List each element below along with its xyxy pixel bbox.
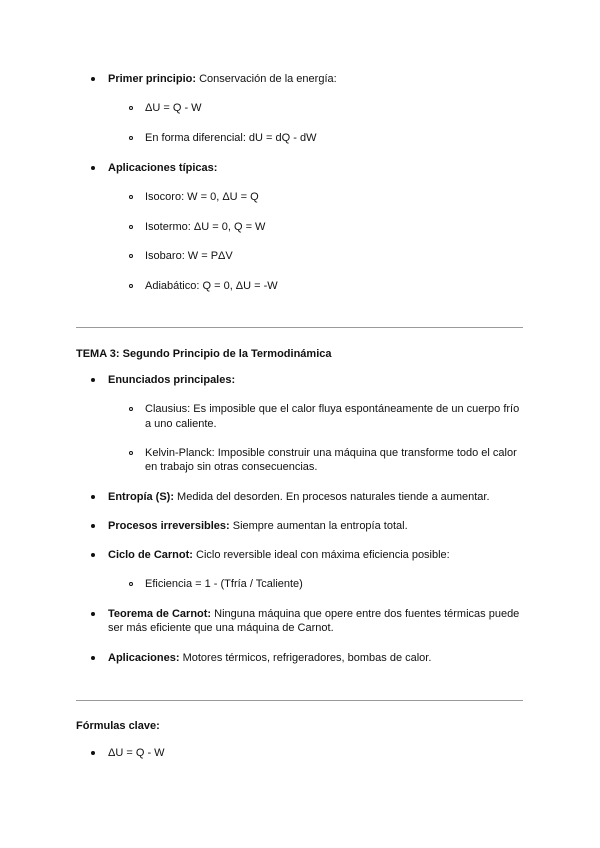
clausius-line-1: Clausius: Es imposible que el calor fluya espontáneamente de un cuerpo frío — [145, 403, 520, 415]
formula-item: ΔU = Q - W — [108, 747, 165, 759]
sub-bullet — [129, 136, 133, 140]
primer-principio-text: Conservación de la energía: — [196, 73, 337, 85]
sub-bullet — [129, 254, 133, 258]
formulas-title-text: Fórmulas clave: — [76, 720, 160, 732]
entropia-label: Entropía (S): — [108, 491, 174, 503]
entropia-text: Medida del desorden. En procesos naturales tiende a aumentar. — [174, 491, 490, 503]
bullet — [91, 553, 95, 557]
carnot-item — [108, 548, 450, 562]
section-title — [76, 347, 331, 361]
primer-sub-item: ΔU = Q - W — [145, 102, 202, 114]
sub-bullet — [129, 106, 133, 110]
aplic-sub-item: Isocoro: W = 0, ΔU = Q — [145, 191, 259, 203]
aplicaciones-item — [108, 651, 431, 665]
bullet — [91, 656, 95, 660]
bullet — [91, 495, 95, 499]
teorema-text: Ninguna máquina que opere entre dos fuentes térmicas puede — [211, 608, 520, 620]
carnot-label: Ciclo de Carnot: — [108, 549, 193, 561]
aplicaciones-text: Motores térmicos, refrigeradores, bombas de calor. — [179, 652, 432, 664]
teorema-item — [108, 607, 519, 621]
sub-bullet — [129, 195, 133, 199]
primer-principio-label: Primer principio: — [108, 73, 197, 85]
sub-bullet — [129, 582, 133, 586]
tema3-title: TEMA 3: Segundo Principio de la Termodinámica — [76, 348, 332, 360]
sub-bullet — [129, 225, 133, 229]
primer-sub-item: En forma diferencial: dU = dQ - dW — [145, 132, 317, 144]
kelvin-line-2: en trabajo sin otras consecuencias. — [145, 461, 318, 473]
teorema-line-2: ser más eficiente que una máquina de Carnot. — [108, 622, 334, 634]
aplic-sub-item: Isobaro: W = PΔV — [145, 250, 233, 262]
bullet — [91, 751, 95, 755]
bullet — [91, 378, 95, 382]
teorema-label: Teorema de Carnot: — [108, 608, 212, 620]
kelvin-line-1: Kelvin-Planck: Imposible construir una máquina que transforme todo el calor — [145, 447, 517, 459]
primer-principio-item — [108, 72, 337, 86]
bullet — [91, 166, 95, 170]
sub-bullet — [129, 284, 133, 288]
sub-bullet — [129, 451, 133, 455]
procesos-item — [108, 519, 408, 533]
carnot-text: Ciclo reversible ideal con máxima eficiencia posible: — [192, 549, 450, 561]
eficiencia-item: Eficiencia = 1 - (Tfría / Tcaliente) — [145, 578, 303, 590]
aplic-sub-item: Isotermo: ΔU = 0, Q = W — [145, 221, 266, 233]
formulas-title — [76, 719, 160, 733]
horizontal-divider — [76, 327, 523, 328]
aplicaciones-tipicas-label: Aplicaciones típicas: — [108, 162, 218, 174]
bullet — [91, 524, 95, 528]
horizontal-divider — [76, 700, 523, 701]
clausius-line-2: a uno caliente. — [145, 418, 217, 430]
bullet — [91, 77, 95, 81]
aplic-sub-item: Adiabático: Q = 0, ΔU = -W — [145, 280, 278, 292]
sub-bullet — [129, 407, 133, 411]
procesos-label: Procesos irreversibles: — [108, 520, 230, 532]
aplicaciones-tipicas-item — [108, 161, 217, 175]
entropia-item — [108, 490, 490, 504]
procesos-text: Siempre aumentan la entropía total. — [229, 520, 408, 532]
bullet — [91, 612, 95, 616]
enunciados-label: Enunciados principales: — [108, 374, 236, 386]
aplicaciones-label: Aplicaciones: — [108, 652, 180, 664]
enunciados-item — [108, 373, 235, 387]
